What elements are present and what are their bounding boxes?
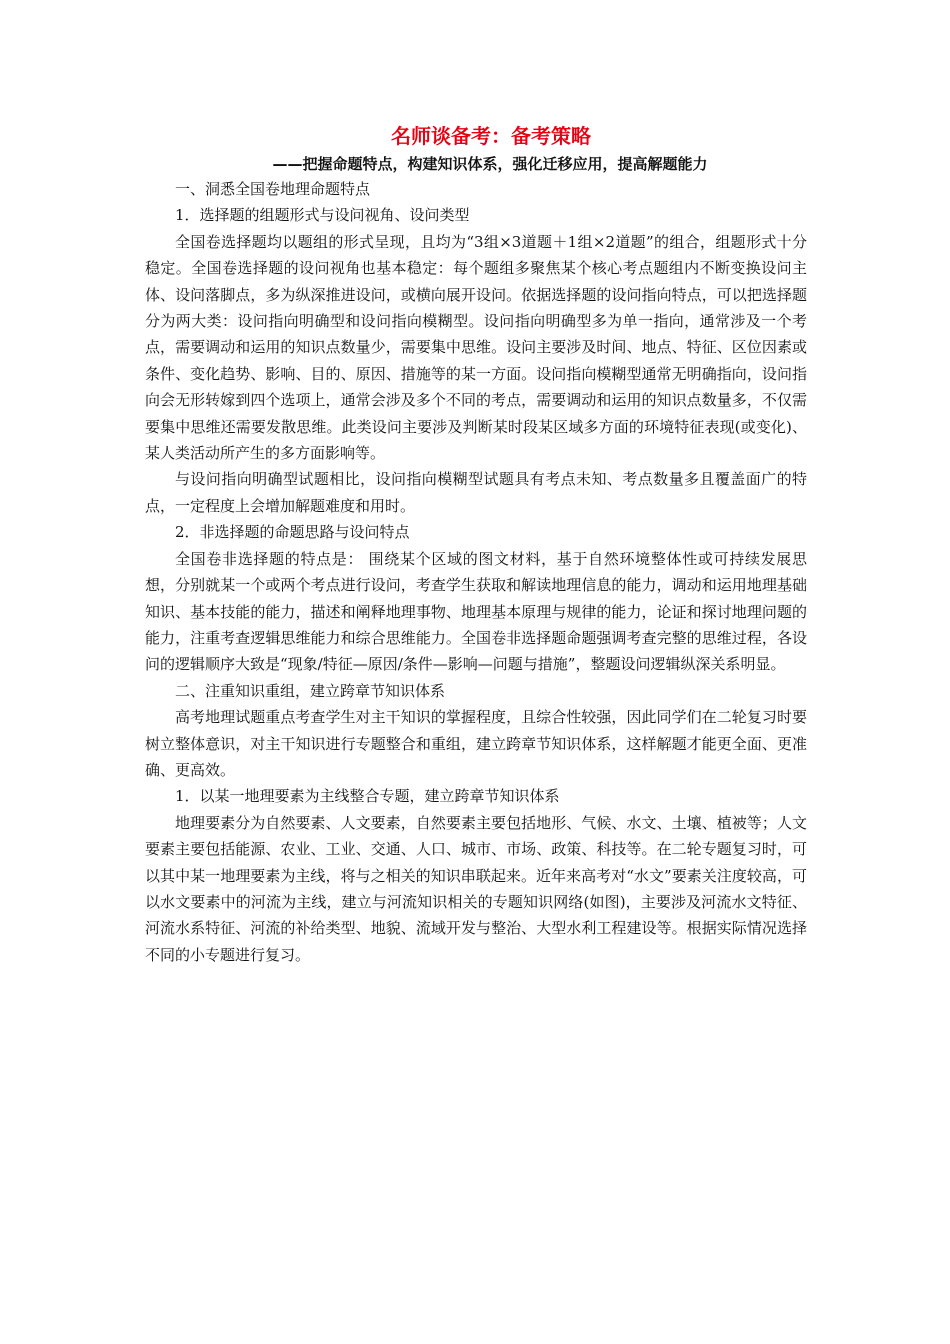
paragraph-2: 与设问指向明确型试题相比，设问指向模糊型试题具有考点未知、考点数量多且覆盖面广的特点，一定程度上会增加解题难度和用时。 [145,470,807,515]
page-title: 名师谈备考：备考策略 [391,124,591,148]
section-heading-1: 一、洞悉全国卷地理命题特点 [175,180,371,198]
subsection-heading-1-1: 1．选择题的组题形式与设问视角、设问类型 [175,206,470,225]
paragraph-1: 全国卷选择题均以题组的形式呈现，且均为“3组×3道题＋1组×2道题”的组合，组题形式十分稳定。全国卷选择题的设问视角也基本稳定：每个题组多聚焦某个核心考点题组内不断变换设问主体、设问落脚点，多为纵深推进设问，或横向展开设问。依据选择题的设问指向特点，可以把选择题分为两大类：设问指向明确型和设问指向模糊型。设问指向明确型多为单一指向，通常涉及一个考点，需要调动和运用的知识点数量少，需要集中思维。设问主要涉及时间、地点、特征、区位因素或条件、变化趋势、影响、目的、原因、措施等的某一方面。设问指向模糊型通常无明确指向，设问指向会无形转嫁到四个选项上，通常会涉及多个不同的考点，需要调动和运用的知识点数量多，不仅需要集中思维还需要发散思维。此类设问主要涉及判断某时段某区域多方面的环境特征表现(或变化)、某人类活动所产生的多方面影响等。 [145,232,807,463]
subsection-heading-1-2: 2．非选择题的命题思路与设问特点 [175,523,410,542]
subsection-heading-2-1: 1．以某一地理要素为主线整合专题，建立跨章节知识体系 [175,787,560,806]
section-heading-2: 二、注重知识重组，建立跨章节知识体系 [175,681,446,700]
document-body [145,122,807,968]
paragraph-5: 地理要素分为自然要素、人文要素，自然要素主要包括地形、气候、水文、土壤、植被等；人文要素主要包括能源、农业、工业、交通、人口、城市、市场、政策、科技等。在二轮专题复习时，可以其中某一地理要素为主线，将与之相关的知识串联起来。近年来高考对“水文”要素关注度较高，可以水文要素中的河流为主线，建立与河流知识相关的专题知识网络(如图)，主要涉及河流水文特征、河流水系特征、河流的补给类型、地貌、流域开发与整治、大型水利工程建设等。根据实际情况选择不同的小专题进行复习。 [145,813,807,964]
paragraph-3: 全国卷非选择题的特点是： 围绕某个区域的图文材料，基于自然环境整体性或可持续发展思想，分别就某一个或两个考点进行设问，考查学生获取和解读地理信息的能力，调动和运用地理基础知识、基本技能的能力，描述和阐释地理事物、地理基本原理与规律的能力，论证和探讨地理问题的能力，注重考查逻辑思维能力和综合思维能力。全国卷非选择题命题强调考查完整的思维过程，各设问的逻辑顺序大致是“现象/特征—原因/条件—影响—问题与措施”，整题设问逻辑纵深关系明显。 [145,549,807,674]
page-subtitle: ——把握命题特点，构建知识体系，强化迁移应用，提高解题能力 [272,155,708,173]
paragraph-4: 高考地理试题重点考查学生对主干知识的掌握程度，且综合性较强，因此同学们在二轮复习时要树立整体意识，对主干知识进行专题整合和重组，建立跨章节知识体系，这样解题才能更全面、更准确、更高效。 [145,708,807,779]
